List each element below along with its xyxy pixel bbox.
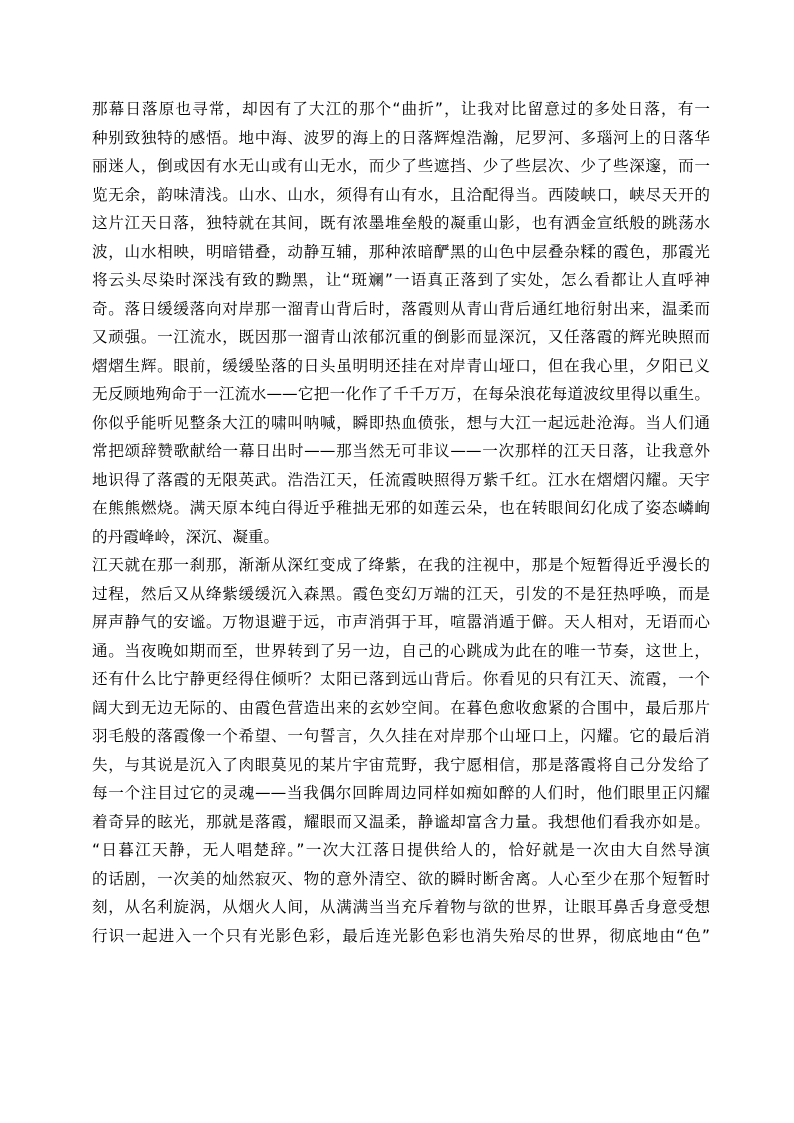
- text-line: 熠熠生辉。眼前，缓缓坠落的日头虽明明还挂在对岸青山垭口，但在我心里，夕阳已义: [92, 356, 710, 375]
- text-line: 行识一起进入一个只有光影色彩，最后连光影色彩也消失殆尽的世界，彻底地由“色”: [92, 926, 710, 945]
- text-line: 又顽强。一江流水，既因那一溜青山浓郁沉重的倒影而显深沉，又任落霞的辉光映照而: [92, 328, 710, 346]
- article-body: [92, 95, 710, 950]
- text-line: 地识得了落霞的无限英武。浩浩江天，任流霞映照得万紫千红。江水在熠熠闪耀。天宇: [92, 470, 710, 489]
- text-line: 丽迷人，倒或因有水无山或有山无水，而少了些遮挡、少了些层次、少了些深邃，而一: [92, 157, 710, 175]
- text-line: 过程，然后又从绛紫缓缓沉入森黑。霞色变幻万端的江天，引发的不是狂热呼唤，而是: [92, 584, 710, 603]
- text-line: 常把颂辞赞歌献给一幕日出时——那当然无可非议——一次那样的江天日落，让我意外: [92, 442, 710, 460]
- text-line: 在熊熊燃烧。满天原本纯白得近乎稚拙无邪的如莲云朵，也在转眼间幻化成了姿态嶙峋: [92, 499, 710, 517]
- text-line: 的话剧，一次美的灿然寂灭、物的意外清空、欲的瞬时断舍离。人心至少在那个短暂时: [92, 869, 710, 888]
- text-line: 刻，从名利旋涡，从烟火人间，从满满当当充斥着物与欲的世界，让眼耳鼻舌身意受想: [92, 898, 710, 916]
- text-line: 那幕日落原也寻常，却因有了大江的那个“曲折”，让我对比留意过的多处日落，有一: [92, 100, 710, 118]
- text-line: 还有什么比宁静更经得住倾听？太阳已落到远山背后。你看见的只有江天、流霞，一个: [92, 670, 710, 688]
- text-line: 羽毛般的落霞像一个希望、一句誓言，久久挂在对岸那个山垭口上，闪耀。它的最后消: [92, 727, 710, 745]
- text-line: 将云头尽染时深浅有致的黝黑，让“斑斓”一语真正落到了实处，怎么看都让人直呼神: [92, 271, 710, 289]
- text-line: 每一个注目过它的灵魂——当我偶尔回眸周边同样如痴如醉的人们时，他们眼里正闪耀: [92, 784, 710, 802]
- text-line: 无反顾地殉命于一江流水——它把一化作了千千万万，在每朵浪花每道波纹里得以重生。: [92, 385, 710, 403]
- text-line: 你似乎能听见整条大江的啸叫呐喊，瞬即热血偾张，想与大江一起远赴沧海。当人们通: [92, 413, 710, 432]
- text-line: “日暮江天静，无人唱楚辞。”一次大江落日提供给人的，恰好就是一次由大自然导演: [92, 841, 710, 859]
- text-line: 这片江天日落，独特就在其间，既有浓墨堆垒般的凝重山影，也有洒金宣纸般的跳荡水: [92, 214, 710, 232]
- text-line: 江天就在那一刹那，渐渐从深红变成了绛紫，在我的注视中，那是个短暂得近乎漫长的: [92, 556, 710, 574]
- text-line: 通。当夜晚如期而至，世界转到了另一边，自己的心跳成为此在的唯一节奏，这世上，: [92, 641, 710, 660]
- text-line: 屏声静气的安谧。万物退避于远，市声消弭于耳，喧嚣消遁于僻。天人相对，无语而心: [92, 613, 710, 631]
- text-line: 失，与其说是沉入了肉眼莫见的某片宇宙荒野，我宁愿相信，那是落霞将自己分发给了: [92, 755, 710, 774]
- text-line: 种别致独特的感悟。地中海、波罗的海上的日落辉煌浩瀚，尼罗河、多瑙河上的日落华: [92, 128, 710, 147]
- text-line: 奇。落日缓缓落向对岸那一溜青山背后时，落霞则从青山背后通红地衍射出来，温柔而: [92, 299, 710, 318]
- text-line: 波，山水相映，明暗错叠，动静互辅，那种浓暗酽黑的山色中层叠杂糅的霞色，那霞光: [92, 242, 710, 261]
- text-line: 览无余，韵味清浅。山水、山水，须得有山有水，且洽配得当。西陵峡口，峡尽天开的: [92, 185, 710, 204]
- paragraph-end-line: 的丹霞峰岭，深沉、凝重。: [92, 527, 280, 546]
- text-line: 阔大到无边无际的、由霞色营造出来的玄妙空间。在暮色愈收愈紧的合围中，最后那片: [92, 698, 710, 717]
- text-line: 着奇异的眩光，那就是落霞，耀眼而又温柔，静谧却富含力量。我想他们看我亦如是。: [92, 812, 710, 831]
